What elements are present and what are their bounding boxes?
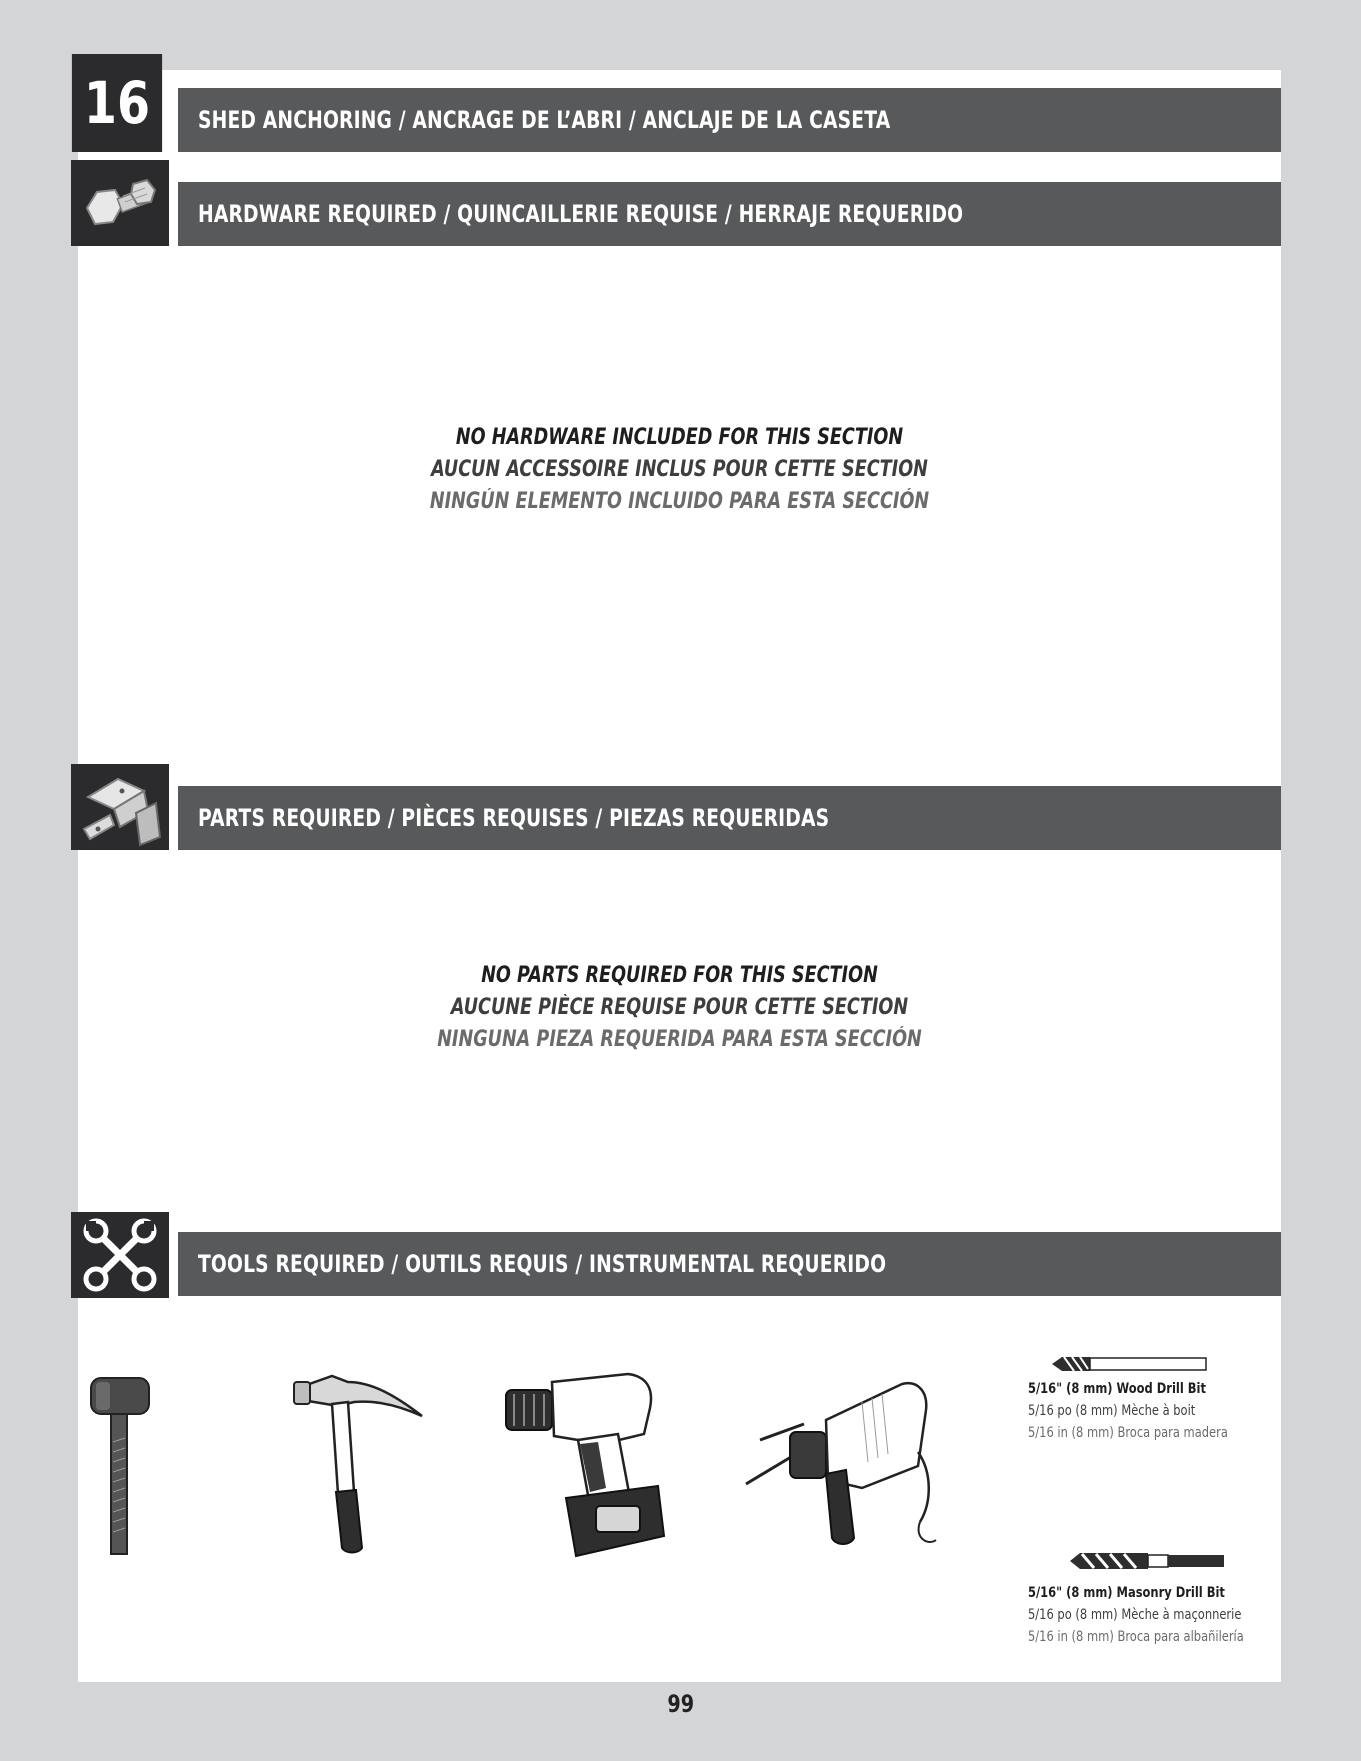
hardware-notice-en: NO HARDWARE INCLUDED FOR THIS SECTION [455,425,904,450]
rubber-mallet-icon [86,1372,156,1562]
hardware-notice-es: NINGÚN ELEMENTO INCLUIDO PARA ESTA SECCIÓN [429,489,930,514]
parts-title: PARTS REQUIRED / PIÈCES REQUISES / PIEZAS REQUERIDAS [198,804,830,832]
parts-notice-en: NO PARTS REQUIRED FOR THIS SECTION [481,963,878,988]
bolt-nut-icon [71,160,169,246]
page-number: 99 [667,1690,694,1718]
crossed-wrenches-icon [71,1212,169,1298]
parts-notice [78,960,1281,1056]
cordless-drill-icon [498,1368,668,1568]
parts-notice-es: NINGUNA PIEZA REQUERIDA PARA ESTA SECCIÓN [437,1027,922,1052]
parts-title-bar [178,786,1281,850]
tools-title: TOOLS REQUIRED / OUTILS REQUIS / INSTRUMENTAL REQUERIDO [198,1250,887,1278]
step-title-bar [178,88,1281,152]
bracket-parts-icon [71,764,169,850]
masonry-drill-bit-icon [1068,1550,1228,1577]
hardware-title-bar [178,182,1281,246]
claw-hammer-icon [292,1372,432,1562]
hardware-notice [78,422,1281,518]
tools-title-bar [178,1232,1281,1296]
hardware-notice-fr: AUCUN ACCESSOIRE INCLUS POUR CETTE SECTION [431,457,928,482]
hardware-title: HARDWARE REQUIRED / QUINCAILLERIE REQUISE / HERRAJE REQUERIDO [198,200,964,228]
wood-drill-bit-icon [1050,1354,1210,1379]
step-number: 16 [72,54,162,152]
step-title: SHED ANCHORING / ANCRAGE DE L’ABRI / ANCLAJE DE LA CASETA [198,106,891,134]
hammer-drill-icon [742,1362,942,1567]
masonry-drill-bit-label: 5/16" (8 mm) Masonry Drill Bit 5/16 po (8 mm) Mèche à maçonnerie 5/16 in (8 mm) Broca para albañilería [1028,1585,1244,1645]
parts-notice-fr: AUCUNE PIÈCE REQUISE POUR CETTE SECTION [450,995,909,1020]
wood-drill-bit-label: 5/16" (8 mm) Wood Drill Bit 5/16 po (8 mm) Mèche à boit 5/16 in (8 mm) Broca para madera [1028,1381,1228,1441]
